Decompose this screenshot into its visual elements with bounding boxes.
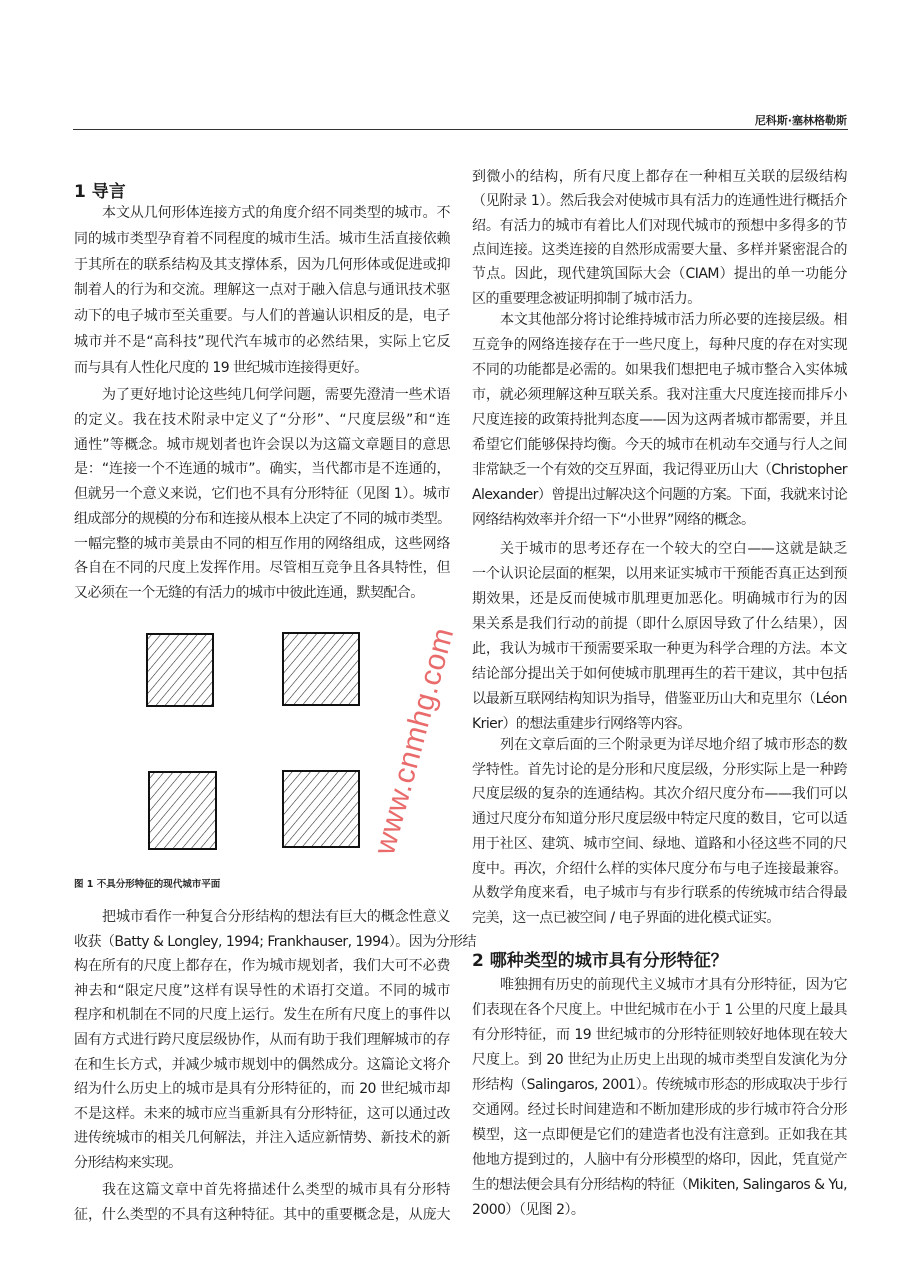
text-line: 征，什么类型的不具有这种特征。其中的重要概念是，从庞大 bbox=[74, 1207, 450, 1223]
text-line: Alexander）曾提出过解决这个问题的方案。下面，我就来讨论 bbox=[472, 487, 848, 503]
text-line: 绍。有活力的城市有着比人们对现代城市的预想中多得多的节 bbox=[472, 217, 847, 234]
text-line: 学特性。首先讨论的是分形和尺度层级，分形实际上是一种跨 bbox=[472, 761, 847, 778]
text-line: 又必须在一个无缝的有活力的城市中彼此连通，默契配合。 bbox=[74, 585, 424, 601]
text-line: 关于城市的思考还存在一个较大的空白——这就是缺乏 bbox=[500, 541, 847, 557]
city-block-hatched bbox=[149, 772, 216, 849]
text-line: 不同的功能都是必需的。如果我们想把电子城市整合入实体城 bbox=[472, 362, 847, 378]
city-block-hatched bbox=[147, 634, 213, 706]
text-line: 模型，这一点即便是它们的建造者也没有注意到。正如我在其 bbox=[472, 1127, 847, 1143]
header-rule bbox=[73, 129, 848, 130]
text-line: 于其所在的联系结构及其支撑体系，因为几何形体或促进或抑 bbox=[74, 256, 450, 273]
text-line: 本文其他部分将讨论维持城市活力所必要的连接层级。相 bbox=[500, 312, 847, 328]
section-heading-1: 1 导言 bbox=[74, 182, 126, 202]
text-line: 一个认识论层面的框架，以用来证实城市干预能否真正达到预 bbox=[472, 566, 847, 582]
text-line: 完美，这一点已被空间 / 电子界面的进化模式证实。 bbox=[472, 909, 780, 926]
text-line: 进传统城市的相关几何解法，并注入适应新情势、新技术的新 bbox=[74, 1130, 450, 1147]
text-line: Krier）的想法重建步行网络等内容。 bbox=[472, 716, 691, 732]
text-line: 构在所有的尺度上都存在，作为城市规划者，我们大可不必费 bbox=[74, 958, 450, 975]
text-line: 生的想法便会具有分形结构的特征（Mikiten, Salingaros & Yu, bbox=[472, 1177, 847, 1193]
text-line: 希望它们能够保持均衡。今天的城市在机动车交通与行人之间 bbox=[472, 437, 847, 453]
text-line: 列在文章后面的三个附录更为详尽地介绍了城市形态的数 bbox=[500, 737, 847, 753]
text-line: 是：“连接一个不连通的城市”。确实，当代都市是不连通的， bbox=[74, 461, 450, 478]
text-line: 绍为什么历史上的城市是具有分形特征的，而 20 世纪城市却 bbox=[74, 1081, 450, 1098]
text-line: 通性”等概念。城市规划者也许会误以为这篇文章题目的意思 bbox=[74, 436, 450, 453]
city-block-hatched bbox=[283, 633, 359, 705]
text-line: 市，就必须理解这种互联关系。我对注重大尺度连接而排斥小 bbox=[472, 387, 847, 403]
text-line: 的定义。我在技术附录中定义了“分形”、“尺度层级”和“连 bbox=[74, 411, 450, 428]
text-line: 度中。再次，介绍什么样的实体尺度分布与电子连接最兼容。 bbox=[472, 860, 847, 877]
text-line: 区的重要理念被证明抑制了城市活力。 bbox=[472, 290, 701, 307]
text-line: 一幅完整的城市美景由不同的相互作用的网络组成，这些网络 bbox=[74, 535, 450, 552]
text-line: 动下的电子城市至关重要。与人们的普遍认识相反的是，电子 bbox=[74, 308, 450, 325]
text-line: 节点。因此，现代建筑国际大会（CIAM）提出的单一功能分 bbox=[472, 266, 847, 283]
text-line: 们表现在各个尺度上。中世纪城市在小于 1 公里的尺度上最具 bbox=[472, 1002, 847, 1018]
text-line: 通过尺度分布知道分形尺度层级中特定尺度的数目，它可以适 bbox=[472, 811, 847, 828]
text-line: 有分形特征，而 19 世纪城市的分形特征则较好地体现在较大 bbox=[472, 1027, 847, 1043]
text-line: 把城市看作一种复合分形结构的想法有巨大的概念性意义 bbox=[102, 909, 450, 925]
text-line: 城市并不是“高科技”现代汽车城市的必然结果，实际上它反 bbox=[74, 334, 450, 350]
text-line: 互竞争的网络连接存在于一些尺度上，每种尺度的存在对实现 bbox=[472, 337, 847, 353]
text-line: 形结构（Salingaros, 2001）。传统城市形态的形成取决于步行 bbox=[472, 1077, 847, 1093]
text-line: 从数学角度来看，电子城市与有步行联系的传统城市结合得最 bbox=[472, 885, 847, 902]
figure-caption: 图 1 不具分形特征的现代城市平面 bbox=[74, 879, 221, 890]
text-line: 制着人的行为和交流。理解这一点对于融入信息与通讯技术驱 bbox=[74, 282, 450, 299]
text-line: （见附录 1）。然后我会对使城市具有活力的连通性进行概括介 bbox=[472, 193, 847, 210]
text-line: 点间连接。这类连接的自然形成需要大量、多样并紧密混合的 bbox=[472, 241, 847, 258]
text-line: 用于社区、建筑、城市空间、绿地、道路和小径这些不同的尺 bbox=[472, 835, 847, 852]
text-line: 2000）（见图 2）。 bbox=[472, 1202, 585, 1218]
text-line: 网络结构效率并介绍一下“小世界”网络的概念。 bbox=[472, 512, 755, 528]
text-line: 在和生长方式，并减少城市规划中的偶然成分。这篇论文将介 bbox=[74, 1056, 450, 1073]
text-line: 交通网。经过长时间建造和不断加建形成的步行城市符合分形 bbox=[472, 1102, 847, 1118]
text-line: 到微小的结构，所有尺度上都存在一种相互关联的层级结构 bbox=[472, 169, 847, 185]
text-line: 分形结构来实现。 bbox=[74, 1155, 182, 1171]
text-line: 尺度连接的政策持批判态度——因为这两者城市都需要，并且 bbox=[472, 412, 847, 428]
text-line: 程序和机制在不同的尺度上运行。发生在所有尺度上的事件以 bbox=[74, 1007, 450, 1024]
text-line: 唯独拥有历史的前现代主义城市才具有分形特征，因为它 bbox=[500, 977, 847, 993]
text-line: 此，我认为城市干预需要采取一种更为科学合理的方法。本文 bbox=[472, 641, 847, 657]
text-line: 同的城市类型孕育着不同程度的城市生活。城市生活直接依赖 bbox=[74, 230, 450, 247]
text-line: 收获（Batty & Longley, 1994; Frankhauser, 1994）。因为分形结 bbox=[74, 933, 476, 950]
text-line: 果关系是我们行动的前提（即什么原因导致了什么结果），因 bbox=[472, 616, 847, 632]
text-line: 为了更好地讨论这些纯几何学问题，需要先澄清一些术语 bbox=[102, 387, 450, 403]
text-line: 结论部分提出关于如何使城市肌理再生的若干建议，其中包括 bbox=[472, 666, 847, 682]
watermark: www.cnmhg.com bbox=[368, 624, 461, 859]
text-line: 而与具有人性化尺度的 19 世纪城市连接得更好。 bbox=[74, 359, 368, 376]
text-line: 他地方提到过的，人脑中有分形模型的烙印，因此，凭直觉产 bbox=[472, 1152, 847, 1168]
text-line: 固有方式进行跨尺度层级协作，从而有助于我们理解城市的存 bbox=[74, 1032, 450, 1048]
text-line: 非常缺乏一个有效的交互界面，我记得亚历山大（Christopher bbox=[472, 462, 847, 478]
text-line: 但就另一个意义来说，它们也不具有分形特征（见图 1）。城市 bbox=[74, 486, 450, 502]
text-line: 不是这样。未来的城市应当重新具有分形特征，这可以通过改 bbox=[74, 1105, 450, 1122]
text-line: 各自在不同的尺度上发挥作用。尽管相互竞争且各具特性，但 bbox=[74, 560, 450, 577]
text-line: 本文从几何形体连接方式的角度介绍不同类型的城市。不 bbox=[102, 205, 450, 221]
figure-1-modern-city-plan bbox=[140, 626, 380, 862]
text-line: 神去和“限定尺度”这样有误导性的术语打交道。不同的城市 bbox=[74, 982, 450, 999]
text-line: 以最新互联网结构知识为指导，借鉴亚历山大和克里尔（Léon bbox=[472, 691, 847, 707]
section-heading-2: 2 哪种类型的城市具有分形特征？ bbox=[472, 951, 728, 971]
text-line: 尺度上。到 20 世纪为止历史上出现的城市类型自发演化为分 bbox=[472, 1052, 847, 1068]
text-line: 期效果，还是反而使城市肌理更加恶化。明确城市行为的因 bbox=[472, 591, 847, 607]
city-block-hatched bbox=[283, 771, 359, 847]
running-header-author: 尼科斯·塞林格勒斯 bbox=[754, 114, 847, 127]
text-line: 我在这篇文章中首先将描述什么类型的城市具有分形特 bbox=[102, 1182, 450, 1198]
text-line: 组成部分的规模的分布和连接从根本上决定了不同的城市类型。 bbox=[74, 510, 451, 527]
text-line: 尺度层级的复杂的连通结构。其次介绍尺度分布——我们可以 bbox=[472, 786, 847, 803]
